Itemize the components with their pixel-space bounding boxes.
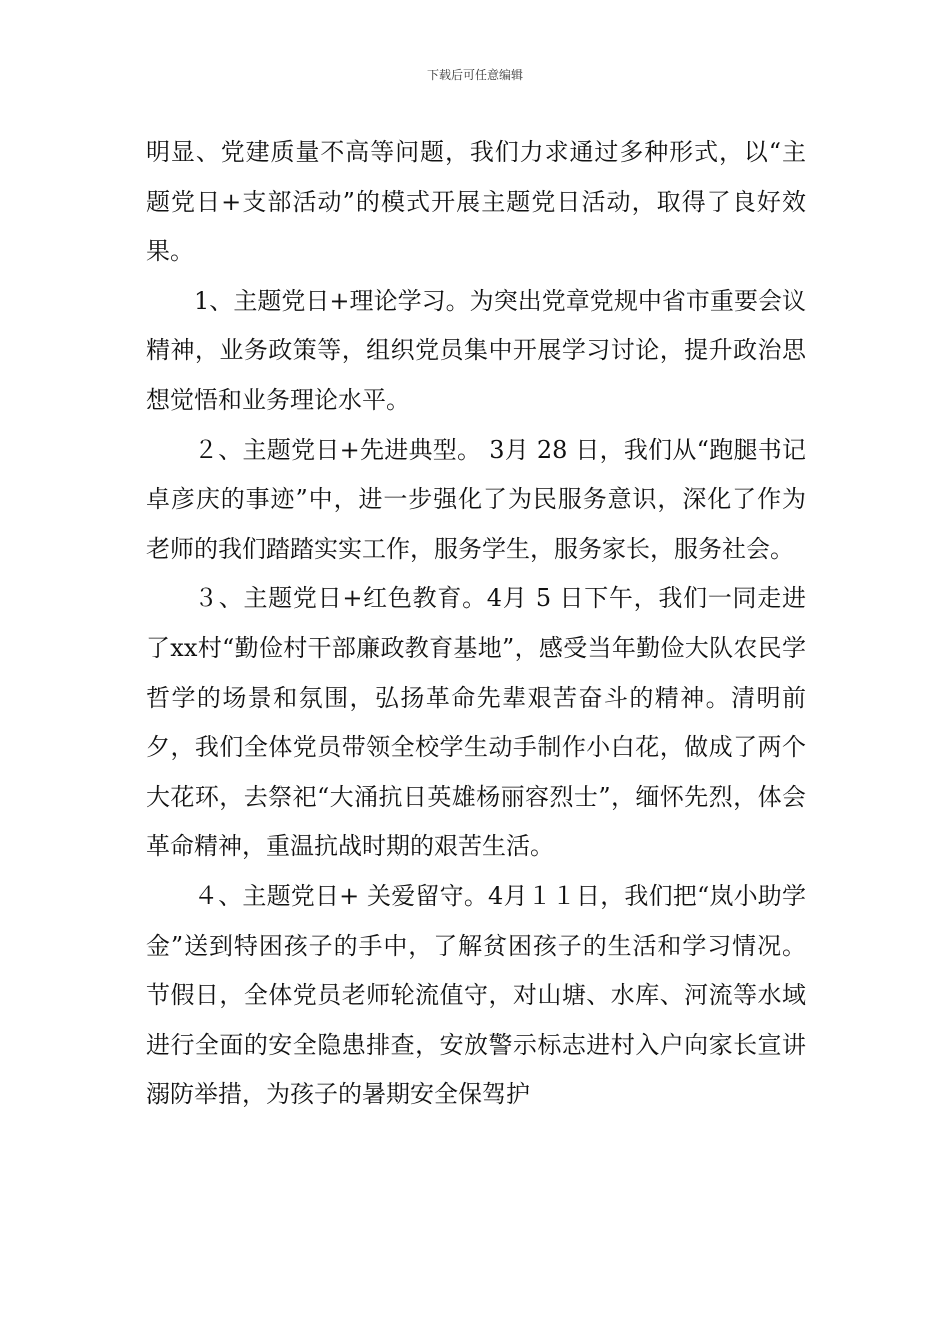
paragraph-care-left-behind: ４、主题党日+ 关爱留守。4月１１日，我们把“岚小助学金”送到特困孩子的手中，了解贫困孩子的生活和学习情况。节假日，全体党员老师轮流值守，对山塘、水库、河流等水域进行全面的安全隐患排查，安放警示标志进村入户向家长宣讲溺防举措，为孩子的暑期安全保驾护 (146, 881, 806, 1109)
paragraph-theory-study: 1、主题党日+理论学习。为突出党章党规中省市重要会议精神，业务政策等，组织党员集中开展学习讨论，提升政治思想觉悟和业务理论水平。 (146, 286, 806, 414)
document-body (146, 128, 806, 1120)
paragraph-advanced-model: ２、主题党日+先进典型。 3月 28 日，我们从“跑腿书记卓彦庆的事迹”中，进一步强化了为民服务意识，深化了作为老师的我们踏踏实实工作，服务学生，服务家长，服务社会。 (146, 435, 806, 563)
page-header-note: 下载后可任意编辑 (426, 68, 523, 82)
paragraph-red-education: ３、主题党日+红色教育。4月 5 日下午，我们一同走进了xx村“勤俭村干部廉政教育基地”，感受当年勤俭大队农民学哲学的场景和氛围，弘扬革命先辈艰苦奋斗的精神。清明前夕，我们全体党员带领全校学生动手制作小白花，做成了两个大花环，去祭祀“大涌抗日英雄杨丽容烈士”，缅怀先烈，体会革命精神，重温抗战时期的艰苦生活。 (146, 584, 806, 861)
paragraph-intro: 明显、党建质量不高等问题，我们力求通过多种形式，以“主题党日+支部活动”的模式开展主题党日活动，取得了良好效果。 (146, 138, 806, 266)
